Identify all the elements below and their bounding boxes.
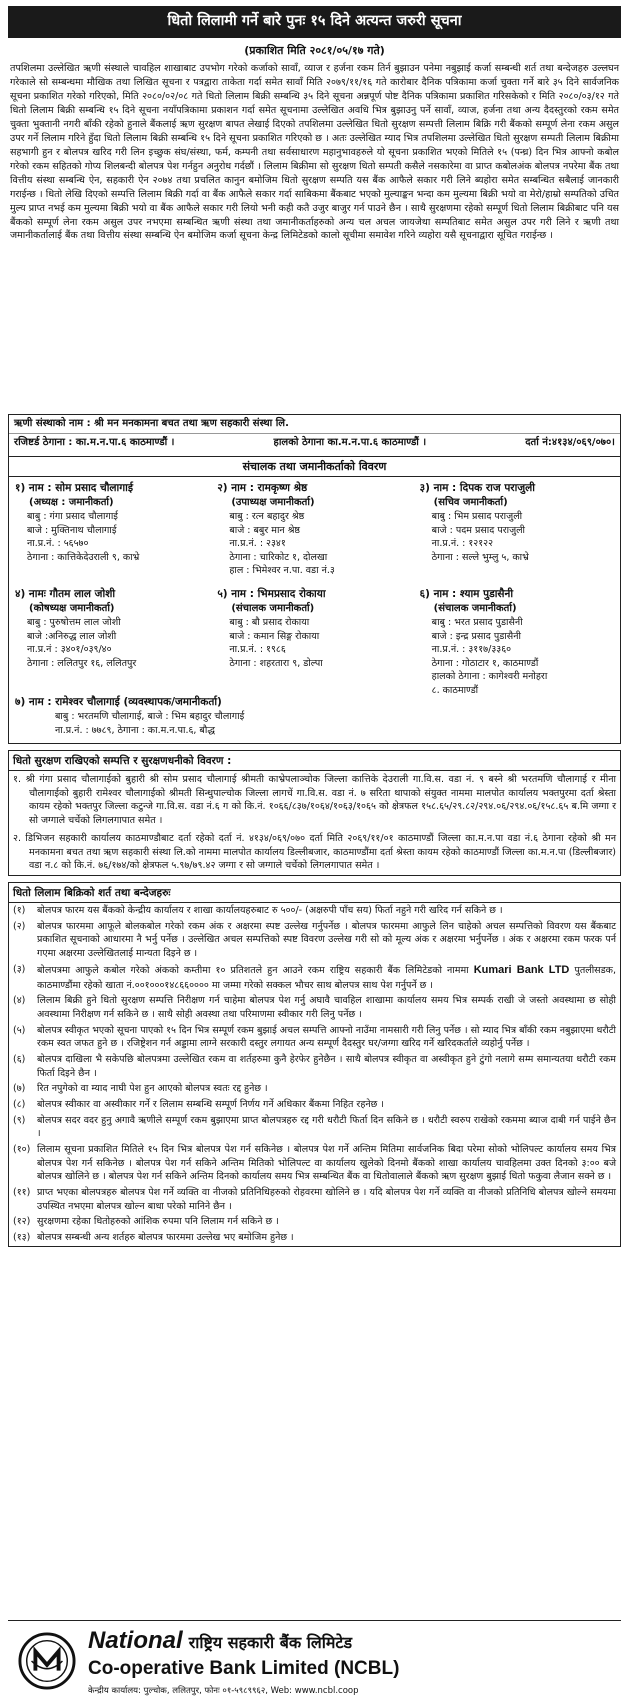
- condition-text: बोलपत्र दाखिला भै सकेपछि बोलपत्रमा उल्लेखित रकम वा शर्तहरुमा कुनै हेरफेर हुनेछैन । साथै बोलपत्र स्वीकृत वा अस्वीकृत हुने टुंगो नलागे सम्म समान्यतया धरौटी रकम फिर्ता दिइने छैन ।: [37, 1053, 616, 1079]
- condition-number: (११): [13, 1186, 31, 1198]
- condition-text: रित नपुगेको वा म्याद नाघी पेश हुन आएको बोलपत्र स्वतः रद्द हुनेछ ।: [37, 1083, 268, 1095]
- member-detail: ठेगाना : कात्तिकेदेउराली ९, काभ्रे: [27, 551, 140, 563]
- condition-text-wrapper: [37, 963, 616, 993]
- condition-number: (१३): [13, 1231, 31, 1243]
- member-name: ५) नाम : भिमप्रसाद रोकाया: [217, 588, 326, 601]
- member-name: २) नाम : रामकृष्ण श्रेष्ठ: [217, 482, 308, 495]
- condition-number: (१२): [13, 1216, 31, 1228]
- member-detail: बाजे :अनिरुद्ध लाल जोशी: [27, 630, 117, 642]
- member-detail: बाबु : भरत प्रसाद पुडासैनी: [431, 617, 523, 629]
- condition-item: [9, 962, 620, 994]
- condition-number: (६): [13, 1053, 26, 1065]
- condition-item: [9, 1214, 620, 1230]
- member-detail: ना.प्र.नं. : ३११७/३३६०: [431, 644, 512, 656]
- member-card: [217, 481, 411, 587]
- condition-number: (९): [13, 1114, 26, 1126]
- member-detail: बाजे : बबुर मान श्रेष्ठ: [229, 524, 301, 536]
- conditions-title: धितो लिलाम बिक्रिको शर्त तथा बन्देजहरुः: [9, 883, 620, 903]
- member-role: (उपाध्यक्ष जमानीकर्ता): [231, 497, 315, 509]
- condition-text: प्राप्त भएका बोलपत्रहरु बोलपत्र पेश गर्ने व्यक्ति वा नीजको प्रतिनिधिहरुको रोहवरमा खोलिने छ । यदि बोलपत्र पेश गर्ने व्यक्ति वा नीजको प्रतिनिधि बोलपत्र खोल्ने समयमा उपस्थित नभएमा बोलपत्र खोल्न बाधा परेको मानिने छैन ।: [37, 1186, 616, 1212]
- condition-number: (५): [13, 1024, 26, 1036]
- member-name: ४) नामः गौतम लाल जोशी: [15, 588, 116, 601]
- member-role: (कोषध्यक्ष जमानीकर्ता): [29, 603, 115, 615]
- ncbl-logo-icon: [18, 1632, 76, 1690]
- member-detail: बाबु : भिम प्रसाद पराजुली: [431, 511, 523, 523]
- condition-text: लिलाम सूचना प्रकाशित मितिले १५ दिन भित्र बोलपत्र पेश गर्न सकिनेछ । बोलपत्र पेश गर्ने अन्तिम मितिमा सार्वजनिक बिदा परेमा सोको भोलिपल्ट कार्यालय समय भित्र बोलपत्र पेश गर्न सकिनेछ । बोलपत्र पेश गर्न सकिने अन्तिम मितिको भोलिपल्ट वा कार्यालय खुलेको दिनमो बैंकको शाखा कार्यालय चावहिलमा उक्त दिनको ३:०० बजे बोलपत्र खोलिने छ । बोलपत्र पेश गर्न सकिने अन्तिम दिनको कार्यालय समय भित्र सम्बन्धित बैंक वा धितोवालाले बैंकको ऋण सुरक्षण बुझाई धितो फकुवा लैजान सक्ने छ ।: [37, 1143, 616, 1183]
- member-detail: हाल : भिमेश्वर न.पा. वडा नं.३: [229, 565, 335, 577]
- published-date: (प्रकाशित मिति २०८१/०५/१७ गते): [244, 43, 385, 57]
- bank-account-name: Kumari Bank LTD: [473, 963, 570, 976]
- member-detail: बाजे : पदम प्रसाद पराजुली: [431, 524, 526, 536]
- member-detail: बाजे : मुक्तिनाथ चौलागाई: [27, 524, 117, 536]
- member-role: (संचालक जमानीकर्ता): [433, 603, 517, 615]
- member-detail: ना.प्र.नं. : ७७८९, ठेगाना : का.म.न.पा.६, बौद्ध: [55, 724, 215, 736]
- member-detail: ठेगाना : गोठाटार १, काठमाण्डौं: [431, 657, 539, 669]
- member-detail: ठेगाना : चारिकोट १, दोलखा: [229, 551, 328, 563]
- condition-text: बोलपत्र फारममा आफूले बोलकबोल गरेको रकम अंक र अक्षरमा स्पष्ट उल्लेख गर्नुपर्नेछ । बोलपत्र फारममा आफुले लिन चाहेको अचल सम्पत्तिको विवरण यस बैंकबाट प्रकाशित सूचनाको आधारमा नै भर्नु पर्नेछ । उल्लेखित अचल सम्पत्तिको स्पष्ट विवरण उल्लेख गरी सो को मूल्य अंक र अक्षरमा भर्नुपर्नेछ । अंक र अक्षरमा रकम फरक पर्न गएमा अक्षरमा उल्लेखितलाई मान्यता दिइने छ ।: [37, 920, 616, 960]
- condition-item: [9, 1230, 620, 1246]
- registration-number: दर्ता नं:४१३४/०६९/०७०।: [525, 437, 615, 449]
- member-card: [420, 587, 614, 693]
- bank-name-english-2: Co-operative Bank Limited (NCBL): [88, 1658, 400, 1680]
- member-role: (संचालक जमानीकर्ता): [231, 603, 315, 615]
- member-detail: हालको ठेगाना : कागेश्वरी मनोहरा: [431, 671, 548, 683]
- bank-address: केन्द्रीय कार्यालय: पुल्चोक, ललितपुर, फोनः ०१-५९८९९६२, Web: www.ncbl.coop: [88, 1686, 359, 1696]
- member-name: १) नाम : सोम प्रसाद चौलागाई: [15, 482, 134, 495]
- member-role: (अध्यक्ष : जमानीकर्ता): [29, 497, 114, 509]
- member-detail: ८, काठमाण्डौं: [431, 684, 479, 694]
- condition-text: बोलपत्र स्वीकृत भएको सूचना पाएको १५ दिन भित्र सम्पूर्ण रकम बुझाई अचल सम्पत्ति आफ्नो नाउँमा नामसारी गरी लिनु पर्नेछ । सो म्याद भित्र बाँकी रकम नबुझाएमा धरौटी रकम स्वत जफत हुने छ । रजिष्ट्रेशन गर्न अड्डामा लाग्ने सरकारी दस्तुर लगायत अन्य सम्पूर्ण दैदस्तुर घर/जग्गा खरिद गर्ने खरिदकर्ताले व्यहोर्नु पर्नेछ ।: [37, 1024, 616, 1050]
- member-name: ३) नाम : दिपक राज पराजुली: [419, 482, 535, 495]
- member-card: [15, 481, 209, 587]
- borrower-name: ऋणी संस्थाको नाम : श्री मन मनकामना बचत तथा ऋण सहकारी संस्था लि.: [14, 418, 289, 430]
- bank-footer: [8, 1620, 621, 1700]
- condition-text: बोलपत्रमा आफुले कबोल गरेको अंकको कम्तीमा १० प्रतिशतले हुन आउने रकम राष्ट्रिय सहकारी बैंक लिमिटेडको नाममा: [37, 964, 474, 976]
- member-detail: ना.प्र.नं. : १९८६: [229, 644, 286, 656]
- member-name: ७) नाम : रामेश्वर चौलागाई (व्यवस्थापक/जमानीकर्ता): [15, 696, 222, 709]
- notice-title: धितो लिलामी गर्ने बारे पुनः १५ दिने अत्यन्त जरुरी सूचना: [8, 6, 621, 38]
- condition-number: (८): [13, 1098, 26, 1110]
- conditions-box: [8, 882, 621, 1247]
- condition-number: (१): [13, 905, 26, 916]
- condition-text: बोलपत्र सम्बन्धी अन्य शर्तहरु बोलपत्र फारममा उल्लेख भए बमोजिम हुनेछ ।: [37, 1231, 294, 1243]
- condition-item: [9, 1081, 620, 1097]
- condition-item: [9, 903, 620, 919]
- current-address: हालको ठेगाना का.म.न.पा.६ काठमाण्डौं ।: [273, 437, 427, 449]
- directors-grid: [9, 477, 620, 695]
- condition-number: (२): [13, 920, 26, 932]
- member-detail: ना.प्र.नं. : १२१२२: [431, 538, 494, 550]
- member-card: [217, 587, 411, 693]
- member-detail: ना.प्र.नं : ३४०१/०३९/४०: [27, 644, 112, 656]
- member-detail: बाजे : कमान सिङ्ग रोकाया: [229, 630, 320, 642]
- member-detail: बाबु : भरतमणि चौलागाई, बाजे : भिम बहादुर चौलागाई: [55, 711, 245, 723]
- condition-text-rest: पुतलीसडक, काठमाण्डौंमा रहेको खाता नं.००१०००१४८६६०००० मा जम्मा गरेको सक्कल भौचर साथ बोलपत्र साथ पेश गर्नुपर्ने छ ।: [37, 964, 616, 991]
- condition-item: [9, 1113, 620, 1142]
- condition-number: (४): [13, 995, 26, 1007]
- member-detail: ना.प्र.नं. : २३४१: [229, 538, 286, 550]
- collateral-item: २. डिभिजन सहकारी कार्यालय काठमाण्डौबाट दर्ता रहेको दर्ता नं. ४१३४/०६९/०७० दर्ता मिति २०६९/११/०१ काठमाण्डौं जिल्ला का.म.न.पा वडा नं.६ ठेगाना रहेको श्री मन मनकामना बचत तथा ऋण सहकारी संस्था लि.को नाममा मालपोत कार्यालय डिल्लीबजार, काठमाण्डौंमा दर्ता श्रेस्ता कायम रहेको काठमाण्डौं जिल्ला का.म.न.पा (डिल्लीबजार) वडा न.८ को कि.नं. ७६/१७४/को क्षेत्रफल ५.९७/७९.४२ जग्गा र सो जग्गाले चर्चेको लिगलगापात समेत ।: [13, 832, 616, 872]
- condition-number: (३): [13, 963, 26, 975]
- condition-text: सुरक्षणमा रहेका धितोहरुको आंशिक रुपमा पनि लिलाम गर्न सकिने छ ।: [37, 1216, 279, 1228]
- condition-text: बोलपत्र सदर वदर हुनु अगावै ऋणीले सम्पूर्ण रकम बुझाएमा प्राप्त बोलपत्रहरु रद्द गरी धरौटी फिर्ता दिन सकिने छ । धरौटी स्वरुप राखेको रकममा ब्याज दाबी गर्न पाईने छैन ।: [37, 1114, 616, 1140]
- collateral-title: धितो सुरक्षण राखिएको सम्पत्ति र सुरक्षणधनीको विवरण :: [9, 751, 620, 771]
- member-detail: ठेगाना : सल्ले भुम्लु ५, काभ्रे: [431, 551, 529, 563]
- member-detail: बाजे : इन्द्र प्रसाद पुडासैनी: [431, 630, 521, 642]
- member-detail: बाबु : पुरुषोत्तम लाल जोशी: [27, 617, 121, 629]
- member-detail: बाबु : गंगा प्रसाद चौलागाई: [27, 511, 118, 523]
- directors-title: संचालक तथा जमानीकर्ताको विवरण: [9, 456, 620, 478]
- condition-item: [9, 919, 620, 962]
- condition-item: [9, 1052, 620, 1081]
- member-detail: बाबु : बौ प्रसाद रोकाया: [229, 617, 310, 629]
- condition-number: (१०): [13, 1143, 31, 1155]
- bank-name-nepali: राष्ट्रिय सहकारी बैंक लिमिटेड: [188, 1632, 353, 1652]
- condition-number: (७): [13, 1083, 26, 1095]
- member-name: ६) नाम : श्याम पुडासैनी: [419, 588, 514, 601]
- member-card: [420, 481, 614, 587]
- member-card: [15, 587, 209, 693]
- condition-item: [9, 993, 620, 1022]
- collateral-box: [8, 750, 621, 876]
- bank-name-block: [88, 1624, 611, 1697]
- member-detail: बाबु : रत्न बहादुर श्रेष्ठ: [229, 511, 305, 523]
- condition-item: [9, 1023, 620, 1052]
- bank-name-row: [88, 1624, 611, 1658]
- condition-text: बोलपत्र स्वीकार वा अस्वीकार गर्ने र लिलाम सम्बन्धि सम्पूर्ण निर्णय गर्ने अधिकार बैंकमा निहित रहनेछ ।: [37, 1098, 384, 1110]
- member-detail: ठेगाना : शहरतारा ९, डोल्पा: [229, 657, 323, 669]
- registered-address: रजिष्टर्ड ठेगाना : का.म.न.पा.६ काठमाण्डौं ।: [14, 437, 175, 449]
- condition-item: [9, 1097, 620, 1113]
- condition-item: [9, 1185, 620, 1214]
- borrower-box: [8, 414, 621, 744]
- intro-paragraph: तपशिलमा उल्लेखित ऋणी संस्थाले चावहिल शाखाबाट उपभोग गरेको कर्जाको सावाँ, व्याज र हर्जना रकम तिर्न बुझाउन पनेमा नबुझाई कर्जा सम्बन्धी शर्त तथा बन्देजहरु उल्लघन गरेकाले सो सम्बन्धमा मौखिक तथा लिखित सूचना र पत्रद्वारा ताकेता गर्दा समेत सावाँ मिति २०७९/११/१६ गते कारोबार दैनिक पत्रिकामा कर्जा चुक्ता गर्ने बारे ३५ दिने सार्वजनिक सूचना प्रकाशित गरेको गरिएको, मिति २०८०/०२/०८ गते धितो लिलाम बिक्री सम्बन्धि ३५ दिने सूचना अन्नपूर्ण पोष्ट दैनिक पत्रिकामा प्रकाशित गरिसकेको र मिति २०८०/०३/१२ गते धितो लिलाम बिक्री सम्बन्धि १५ दिने सूचना नयाँपत्रिकामा प्रकाशन गर्दा समेत सूचनामा उल्लेखित अवधि भित्र बुझाउनु पर्ने सावाँ, व्याज, हर्जना तथा अन्य दैदस्तुरको रकम समेत चुक्ता भुक्तानी नगरी बाँकी रहेको हुनाले बैंकलाई ऋण सुरक्षण बापत लेखाई दिएको तपशिलमा उल्लेखित धितो सुरक्षण सम्पत्ती लिलाम बिक्रि गरी बैंकको सम्पूर्ण लेना रकम असुल उपर गर्ने लिलाम गरिने हुँदा धितो लिलाम बिक्री सम्बन्धि १५ दिने सूचना प्रकाशित गरिएको छ । अतः उल्लेखित म्याद भित्र तपशिलमा उल्लेखित धितो सुरक्षण सम्पती लिलाम बिक्रीमा सहभागी हुन र बोलपत्र खरिद गरी लिन इच्छुक संघ/संस्था, फर्म, कम्पनी तथा सर्वसाधारण महानुभावहरुले यो सूचना प्रकाशित भएको मितिले १५ (पन्ध्र) दिन भित्र आफ्नो कबोल गरेको रकम सहितको गोप्य शिलबन्दी बोलपत्र पेश गर्नहुन अनुरोध गर्दछौं । लिलाम बिक्रीमा सो सुरक्षण धितो सम्पती कसैले नसकारेमा वा प्राप्त कबोलअंक बोलपत्र नपरेमा बैंक तथा वित्तीय संस्था सम्बन्धि ऐन, सहकारी ऐन २०७४ तथा प्रचलित कानुन बमोजिम धितो सुरक्षण सम्पति यस बैंक आफैले सकार गरी लिने ब्यहोरा समेत सम्बन्धित सबैलाई जानकारी गराईन्छ । धितो लेखि दिएको सम्पत्ति लिलाम बिक्री गर्दा वा बैंक आफैले सकार गर्दा साबिकमा बैंकबाट भएको मुल्याङ्कन भन्दा कम मुल्यमा बिक्री भयो वा मेरो/हाम्रो सम्पतिको उचित मुल्य प्राप्त नभई कम मुल्यमा बिक्री भयो वा बैंक आफैले सकार गरी लियो भनी कही कतै उजुर बाजुर गर्न पाउने छैन । साथै सुरक्षणमा रहेको सम्पूर्ण धितो लिलाम बिक्रीबाट पनि यस बैंकको सम्पूर्ण लेना रकम असुल उपर नभएमा सम्बन्धित ऋणी संस्था तथा जमानीकर्ताहरुको अन्य चल अचल जायजेथा सम्पतिबाट समेत असुल उपर गरी लिने र ऋणी तथा जमानीकर्तालाई बैंक तथा वित्तीय संस्था सम्बन्धि ऐन बमोजिम कर्जा सूचना केन्द्र लिमिटेडको कालो सूचीमा समावेश गरिने व्यहोरा यसै सूचनाद्वारा सूचित गराईन्छ ।: [10, 63, 619, 242]
- member-card: [9, 695, 620, 743]
- bank-name-english-1: National: [88, 1626, 183, 1654]
- condition-item: [9, 1142, 620, 1185]
- member-detail: ना.प्र.नं. : ५६५७०: [27, 538, 89, 550]
- collateral-item: १. श्री गंगा प्रसाद चौलागाईको बुहारी श्री सोम प्रसाद चौलागाई श्रीमती काभ्रेपलाञ्चोक जिल्ला कात्तिके देउराली गा.वि.स. वडा नं. ९ बस्ने श्री भरतमणि चौलागाई र मीना चौलागाईको बुहारी रामेश्वर चौलागाईको श्रीमती सिन्धुपाल्चोक जिल्ला लागचें गा.वि.स. वडा नं. ७ सरिता थापाको संयुक्त नाममा मालपोत कार्यालय भक्तपुरमा दर्ता श्रेस्ता कायम रहेको भक्तपुर जिल्ला कटुन्जे गा.वि.स. वडा नं.६ ग को कि.नं. १०६६/८३७/१०६४/१०६३/१०६५ को क्षेत्रफल १५८.६५/२९.८२/२९४.०६/२९४.०६/१५८.६५ ब.मि जग्गा र सो जग्गाले चर्चेको लिगलगापात समेत ।: [13, 773, 616, 827]
- condition-text: लिलाम बिक्री हुने धितो सुरक्षण सम्पत्ति निरीक्षण गर्न चाहेमा बोलपत्र पेश गर्नु अघावै चावहिल शाखामा कार्यालय समय भित्र सम्पर्क राखी जे जस्तो अवस्थामा छ सोही अवस्थामा निरीक्षण गर्न सकिने छ । साथै सोही अवस्था तथा परिमाणमा स्वीकार गरी लिनु पर्नेछ ।: [37, 995, 616, 1020]
- borrower-address-row: [9, 433, 620, 452]
- condition-text: बोलपत्र फारम यस बैंकको केन्द्रीय कार्यालय र शाखा कार्यालयहरुबाट रु ५००/- (अक्षरुपी पाँच सय) फिर्ता नहुने गरी खरिद गर्न सकिने छ ।: [37, 905, 503, 916]
- member-role: (सचिव जमानीकर्ता): [433, 497, 508, 509]
- member-detail: ठेगाना : ललितपुर १६, ललितपुर: [27, 657, 137, 669]
